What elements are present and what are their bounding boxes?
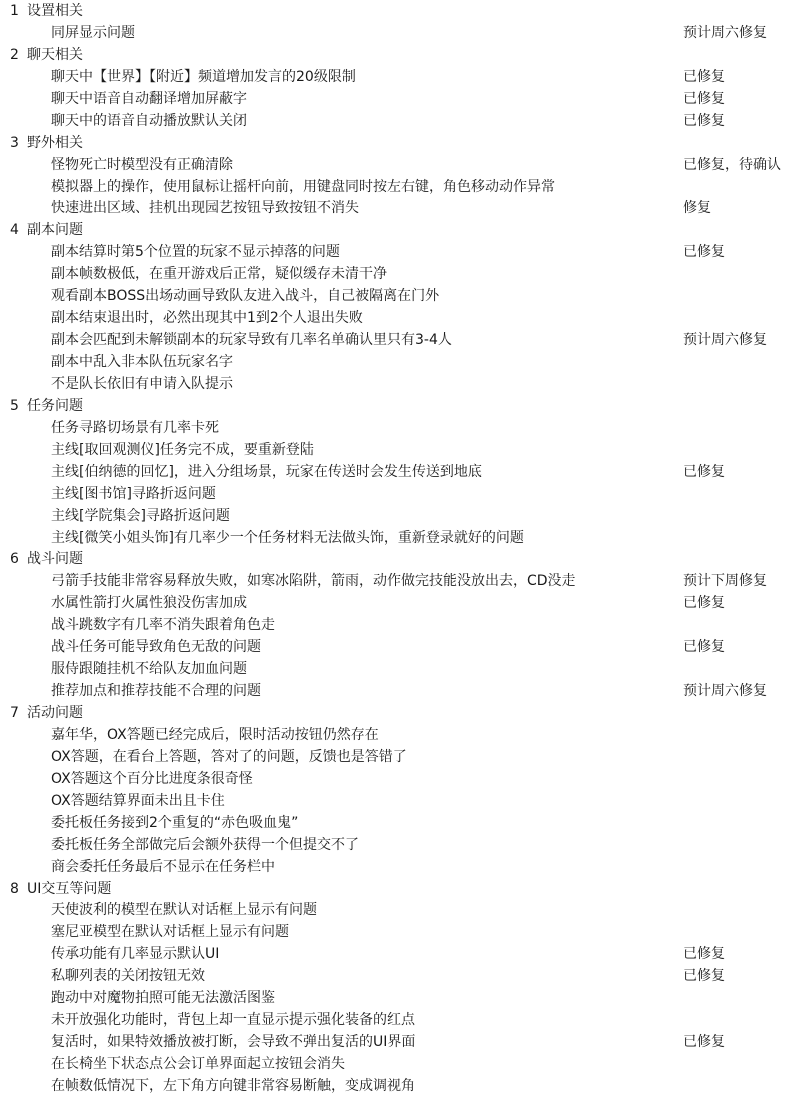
issue-item <box>0 418 802 440</box>
issue-item <box>0 67 802 89</box>
section-title: 任务问题 <box>27 397 83 414</box>
issue-item <box>0 813 802 835</box>
section-header <box>0 879 802 901</box>
issue-item <box>0 330 802 352</box>
issue-text: 未开放强化功能时，背包上却一直显示提示强化装备的红点 <box>51 1012 415 1029</box>
issue-item <box>0 264 802 286</box>
section-header <box>0 133 802 155</box>
issue-item <box>0 23 802 45</box>
issue-text: OX答题结算界面未出且卡住 <box>51 792 225 809</box>
issue-item <box>0 944 802 966</box>
issue-item <box>0 791 802 813</box>
issue-text: 主线[微笑小姐头饰]有几率少一个任务材料无法做头饰，重新登录就好的问题 <box>51 529 524 546</box>
issue-text: 委托板任务全部做完后会额外获得一个但提交不了 <box>51 836 359 853</box>
issue-text: 复活时，如果特效播放被打断，会导致不弹出复活的UI界面 <box>51 1034 416 1051</box>
issue-text: 主线[图书馆]寻路折返问题 <box>51 485 216 502</box>
issue-text: 快速进出区域、挂机出现园艺按钮导致按钮不消失 <box>51 200 359 217</box>
issue-status: 修复 <box>683 200 711 217</box>
issue-item <box>0 286 802 308</box>
issue-item <box>0 835 802 857</box>
issue-item <box>0 637 802 659</box>
issue-text: 主线[取回观测仪]任务完不成，要重新登陆 <box>51 441 314 458</box>
issue-text: 副本帧数极低，在重开游戏后正常，疑似缓存未清干净 <box>51 266 387 283</box>
issue-text: OX答题，在看台上答题，答对了的问题，反馈也是答错了 <box>51 748 407 765</box>
section-header <box>0 549 802 571</box>
issue-text: 主线[学院集会]寻路折返问题 <box>51 507 230 524</box>
issue-text: 嘉年华，OX答题已经完成后，限时活动按钮仍然存在 <box>51 726 379 743</box>
issue-text: 怪物死亡时模型没有正确清除 <box>51 156 233 173</box>
issue-item <box>0 1076 802 1098</box>
issue-item <box>0 593 802 615</box>
issue-item <box>0 177 802 199</box>
issue-text: 塞尼亚模型在默认对话框上显示有问题 <box>51 924 289 941</box>
issue-text: 在帧数低情况下，左下角方向键非常容易断触，变成调视角 <box>51 1077 415 1094</box>
section-number: 6 <box>10 551 19 568</box>
section-title: UI交互等问题 <box>27 880 112 897</box>
issue-status: 预计下周修复 <box>683 573 767 590</box>
issue-text: 跑动中对魔物拍照可能无法激活图鉴 <box>51 990 275 1007</box>
section-title: 战斗问题 <box>27 551 83 568</box>
issue-item <box>0 89 802 111</box>
issue-item <box>0 857 802 879</box>
section-number: 1 <box>10 3 19 19</box>
issue-item <box>0 988 802 1010</box>
issue-item <box>0 1054 802 1076</box>
issue-text: 委托板任务接到2个重复的“赤色吸血鬼” <box>51 814 299 831</box>
issue-item <box>0 615 802 637</box>
section-title: 聊天相关 <box>27 46 83 63</box>
issue-text: OX答题这个百分比进度条很奇怪 <box>51 770 253 787</box>
issue-text: 副本会匹配到未解锁副本的玩家导致有几率名单确认里只有3-4人 <box>51 332 452 349</box>
section-title: 活动问题 <box>27 705 83 721</box>
issue-text: 同屏显示问题 <box>51 24 135 41</box>
issue-text: 聊天中语音自动翻译增加屏蔽字 <box>51 90 247 107</box>
issue-status: 预计周六修复 <box>683 24 767 41</box>
issue-status: 已修复 <box>683 463 725 480</box>
issue-text: 传承功能有几率显示默认UI <box>51 946 220 963</box>
section-header <box>0 1 802 23</box>
issue-item <box>0 242 802 264</box>
issue-status: 预计周六修复 <box>683 332 767 349</box>
section-header <box>0 396 802 418</box>
issue-status: 预计周六修复 <box>683 683 767 700</box>
issue-text: 在长椅坐下状态点公会订单界面起立按钮会消失 <box>51 1056 345 1072</box>
issue-text: 副本中乱入非本队伍玩家名字 <box>51 354 233 370</box>
section-header <box>0 45 802 67</box>
issue-text: 私聊列表的关闭按钮无效 <box>51 968 205 985</box>
issue-text: 副本结束退出时，必然出现其中1到2个人退出失败 <box>51 310 363 327</box>
section-number: 5 <box>10 397 19 414</box>
issue-text: 不是队长依旧有申请入队提示 <box>51 375 233 392</box>
issue-text: 战斗任务可能导致角色无敌的问题 <box>51 639 261 656</box>
issue-item <box>0 725 802 747</box>
section-number: 3 <box>10 134 19 151</box>
issue-text: 水属性箭打火属性狼没伤害加成 <box>51 595 247 612</box>
issue-text: 副本结算时第5个位置的玩家不显示掉落的问题 <box>51 244 340 261</box>
issue-text: 模拟器上的操作，使用鼠标让摇杆向前，用键盘同时按左右键，角色移动动作异常 <box>51 178 555 195</box>
issue-status: 已修复 <box>683 68 725 85</box>
issue-status: 已修复 <box>683 639 725 656</box>
issue-text: 商会委托任务最后不显示在任务栏中 <box>51 858 275 875</box>
issue-text: 主线[伯纳德的回忆]，进入分组场景，玩家在传送时会发生传送到地底 <box>51 463 482 480</box>
issue-item <box>0 155 802 177</box>
section-number: 7 <box>10 705 19 721</box>
issue-text: 推荐加点和推荐技能不合理的问题 <box>51 683 261 700</box>
section-header <box>0 220 802 242</box>
issue-item <box>0 922 802 944</box>
issue-item <box>0 769 802 791</box>
issue-status: 已修复 <box>683 1034 725 1051</box>
issue-item <box>0 374 802 396</box>
section-number: 4 <box>10 222 19 239</box>
issue-item <box>0 966 802 988</box>
issue-text: 观看副本BOSS出场动画导致队友进入战斗，自己被隔离在门外 <box>51 288 440 305</box>
issue-status: 已修复 <box>683 112 725 129</box>
section-header <box>0 703 802 725</box>
section-number: 2 <box>10 46 19 63</box>
issue-status: 已修复 <box>683 595 725 612</box>
issue-item <box>0 1032 802 1054</box>
issue-text: 服侍跟随挂机不给队友加血问题 <box>51 661 247 678</box>
issue-status: 已修复 <box>683 968 725 985</box>
issue-status: 已修复 <box>683 244 725 261</box>
issue-item <box>0 900 802 922</box>
issue-item <box>0 747 802 769</box>
issue-item <box>0 352 802 374</box>
issue-text: 聊天中的语音自动播放默认关闭 <box>51 112 247 129</box>
issue-text: 天使波利的模型在默认对话框上显示有问题 <box>51 902 317 919</box>
issue-item <box>0 308 802 330</box>
section-title: 野外相关 <box>27 134 83 151</box>
issue-text: 战斗跳数字有几率不消失跟着角色走 <box>51 617 275 634</box>
issue-item <box>0 659 802 681</box>
issue-item <box>0 111 802 133</box>
issue-status: 已修复 <box>683 90 725 107</box>
issue-item <box>0 528 802 550</box>
issue-status: 已修复，待确认 <box>683 156 781 173</box>
issue-item <box>0 571 802 593</box>
section-title: 副本问题 <box>27 222 83 239</box>
issue-item <box>0 440 802 462</box>
issue-text: 任务寻路切场景有几率卡死 <box>51 419 219 436</box>
section-number: 8 <box>10 880 19 897</box>
issue-item <box>0 484 802 506</box>
issue-item <box>0 681 802 703</box>
issue-text: 聊天中【世界】【附近】频道增加发言的20级限制 <box>51 68 356 85</box>
section-title: 设置相关 <box>27 3 83 19</box>
issue-status: 已修复 <box>683 946 725 963</box>
issue-item <box>0 198 802 220</box>
issue-item <box>0 506 802 528</box>
issue-text: 弓箭手技能非常容易释放失败，如寒冰陷阱，箭雨，动作做完技能没放出去，CD没走 <box>51 573 576 590</box>
issue-item <box>0 1010 802 1032</box>
issue-item <box>0 462 802 484</box>
